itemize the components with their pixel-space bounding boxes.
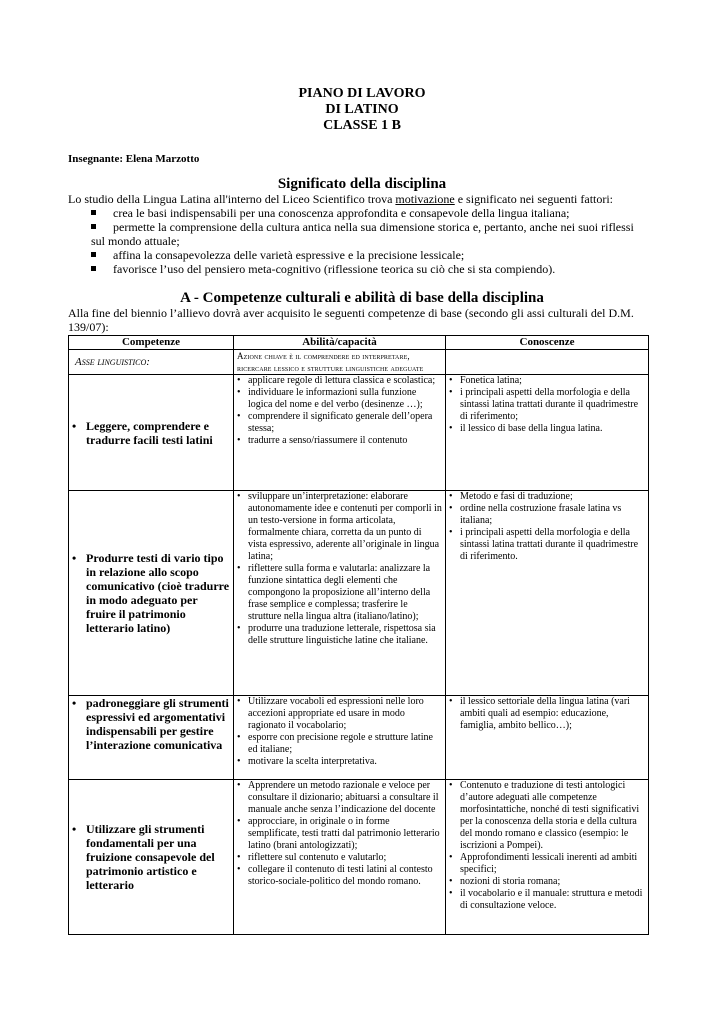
abilita-cell (234, 375, 446, 491)
bullet-icon: • (449, 888, 453, 899)
conoscenze-cell (446, 780, 649, 935)
column-header-conoscenze: Conoscenze (446, 336, 649, 350)
table-row (69, 491, 649, 696)
competenza-text: Produrre testi di vario tipo in relazione allo scopo comunicativo (cioè tradurre in modo adeguato per fruire il patrimonio letterario latino) (86, 551, 230, 635)
bullet-icon: • (237, 375, 241, 386)
bullet-icon: • (237, 563, 241, 574)
conoscenze-cell (446, 375, 649, 491)
list-item: • Approfondimenti lessicali inerenti ad ambiti specifici; (449, 852, 638, 875)
bullet-icon: • (449, 387, 453, 398)
document-title (0, 86, 724, 134)
table-row-axis (69, 350, 649, 375)
list-item: • il lessico di base della lingua latina. (449, 423, 603, 434)
bullet-icon: • (449, 876, 453, 887)
list-item: • nozioni di storia romana; (449, 876, 561, 887)
axis-empty-cell (446, 350, 649, 375)
bullet-icon: • (449, 503, 453, 514)
bullet-icon: • (449, 852, 453, 863)
list-item: • i principali aspetti della morfologia e della sintassi latina trattati durante il quadrimestre di riferimento. (449, 527, 639, 562)
bullet-icon: • (449, 780, 453, 791)
abilita-cell (234, 696, 446, 780)
bullet-icon: • (72, 822, 77, 836)
intro-text-underlined: motivazione (395, 192, 455, 206)
column-header-abilita: Abilità/capacità (234, 336, 446, 350)
table-header-row (69, 336, 649, 350)
bullet-icon: • (237, 756, 241, 767)
bullet-icon: • (72, 696, 77, 710)
list-item: • Fonetica latina; (449, 375, 522, 386)
list-item: • sviluppare un’interpretazione: elaborare autonomamente idee e contenuti per comporli in un testo-versione in forma articolata, formalmente chiara, corretta da un punto di vista espressivo, aderente all’originale in lingua latina; (237, 491, 442, 562)
list-item: favorisce l’uso del pensiero meta-cognitivo (riflessione teorica su ciò che si sta compiendo). (68, 262, 653, 276)
list-item-continuation: sul mondo attuale; (91, 234, 180, 248)
competenza-cell (69, 491, 234, 696)
list-item: • comprendere il significato generale dell’opera stessa; (237, 411, 433, 434)
bullet-icon: • (449, 527, 453, 538)
bullet-icon: • (72, 551, 77, 565)
bullet-icon: • (237, 623, 241, 634)
competences-table (68, 335, 649, 935)
bullet-icon: • (237, 387, 241, 398)
list-item: crea le basi indispensabili per una conoscenza approfondita e consapevole della lingua italiana; (68, 206, 653, 220)
square-bullet-icon (91, 266, 96, 271)
competenza-text: padroneggiare gli strumenti espressivi ed argomentativi indispensabili per gestire l’interazione comunicativa (86, 696, 229, 752)
list-item: • applicare regole di lettura classica e scolastica; (237, 375, 436, 386)
list-item: • produrre una traduzione letterale, rispettosa sia delle strutture linguistiche latine che italiane. (237, 623, 436, 646)
section-heading-competenze: A - Competenze culturali e abilità di base della disciplina (180, 290, 544, 306)
square-bullet-icon (91, 224, 96, 229)
bullet-icon: • (449, 375, 453, 386)
list-item: • esporre con precisione regole e strutture latine ed italiane; (237, 732, 433, 755)
list-item: • approcciare, in originale o in forme semplificate, testi tratti dal patrimonio letterario latino (brani antologizzati); (237, 816, 440, 851)
bullet-icon: • (449, 491, 453, 502)
list-item: • Metodo e fasi di traduzione; (449, 491, 573, 502)
title-line-1: PIANO DI LAVORO (298, 86, 426, 101)
competenza-cell (69, 780, 234, 935)
list-item: • Contenuto e traduzione di testi antologici d’autore adeguati alle competenze morfosintattiche, nonché di testi significativi per la conoscenza della storia e della cultura del mondo romano e classico (esempio: le iscrizioni a Pompei). (449, 780, 640, 851)
title-line-2: DI LATINO (325, 102, 399, 117)
column-header-competenze: Competenze (69, 336, 234, 350)
intro-text-before: Lo studio della Lingua Latina all'interno del Liceo Scientifico trova (68, 192, 396, 206)
competenza-text: Leggere, comprendere e tradurre facili testi latini (86, 418, 213, 447)
bullet-icon: • (237, 696, 241, 707)
competenza-cell (69, 375, 234, 491)
list-item: • motivare la scelta interpretativa. (237, 756, 377, 767)
intro-text-after: e significato nei seguenti fattori: (454, 192, 614, 206)
bullet-icon: • (237, 780, 241, 791)
table-row (69, 375, 649, 491)
bullet-icon: • (237, 411, 241, 422)
title-line-3: CLASSE 1 B (323, 118, 401, 133)
list-item: permette la comprensione della cultura antica nella sua dimensione storica e, pertanto, anche nei suoi riflessi (68, 220, 653, 234)
list-item: affina la consapevolezza delle varietà espressive e la precisione lessicale; (68, 248, 653, 262)
bullet-icon: • (237, 864, 241, 875)
table-row (69, 780, 649, 935)
list-item: • tradurre a senso/riassumere il contenuto (237, 435, 408, 446)
bullet-icon: • (237, 816, 241, 827)
list-item: • individuare le informazioni sulla funzione logica del nome e del verbo (desinenze …); (237, 387, 423, 410)
list-item: • collegare il contenuto di testi latini al contesto storico-sociale-politico del mondo romano. (237, 864, 433, 887)
bullet-icon: • (449, 423, 453, 434)
list-item: • il lessico settoriale della lingua latina (vari ambiti quali ad esempio: educazione, famiglia, ambito bellico…); (449, 696, 630, 731)
abilita-cell (234, 780, 446, 935)
bullet-icon: • (237, 852, 241, 863)
competenza-cell (69, 696, 234, 780)
list-item: • riflettere sul contenuto e valutarlo; (237, 852, 387, 863)
list-item: • i principali aspetti della morfologia e della sintassi latina trattati durante il quadrimestre di riferimento; (449, 387, 639, 422)
section1-intro (68, 192, 653, 206)
section2-intro: Alla fine del biennio l’allievo dovrà aver acquisito le seguenti competenze di base (secondo gli assi culturali del D.M. 139/07): (68, 306, 634, 334)
section1-bullet-list (68, 206, 653, 276)
section-heading-significato: Significato della disciplina (277, 176, 447, 192)
list-item: • ordine nella costruzione frasale latina vs italiana; (449, 503, 622, 526)
axis-label: Asse linguistico: (75, 355, 150, 368)
bullet-icon: • (237, 435, 241, 446)
table-row (69, 696, 649, 780)
list-item: • riflettere sulla forma e valutarla: analizzare la funzione sintattica degli elementi che compongono la proposizione all’interno della frase semplice e complessa; trasferire le strutture nella lingua altra (italiano/latino); (237, 563, 431, 622)
competenza-text: Utilizzare gli strumenti fondamentali per una fruizione consapevole del patrimonio artistico e letterario (86, 822, 215, 892)
bullet-icon: • (449, 696, 453, 707)
axis-note: Azione chiave è il comprendere ed interpretare, ricercare lessico e strutture linguistiche adeguate (237, 351, 424, 373)
conoscenze-cell (446, 696, 649, 780)
list-item: • Apprendere un metodo razionale e veloce per consultare il dizionario; abituarsi a consultare il manuale anche senza l’indicazione del docente (237, 780, 439, 815)
bullet-icon: • (237, 491, 241, 502)
axis-label-cell (69, 350, 234, 375)
square-bullet-icon (91, 252, 96, 257)
abilita-cell (234, 491, 446, 696)
conoscenze-cell (446, 491, 649, 696)
teacher-name: Insegnante: Elena Marzotto (68, 153, 200, 165)
list-item: • il vocabolario e il manuale: struttura e metodi di consultazione veloce. (449, 888, 643, 911)
bullet-icon: • (237, 732, 241, 743)
list-item: • Utilizzare vocaboli ed espressioni nelle loro accezioni appropriate ed usare in modo ragionato il vocabolario; (237, 696, 424, 731)
axis-note-cell (234, 350, 446, 375)
square-bullet-icon (91, 210, 96, 215)
bullet-icon: • (72, 418, 77, 433)
